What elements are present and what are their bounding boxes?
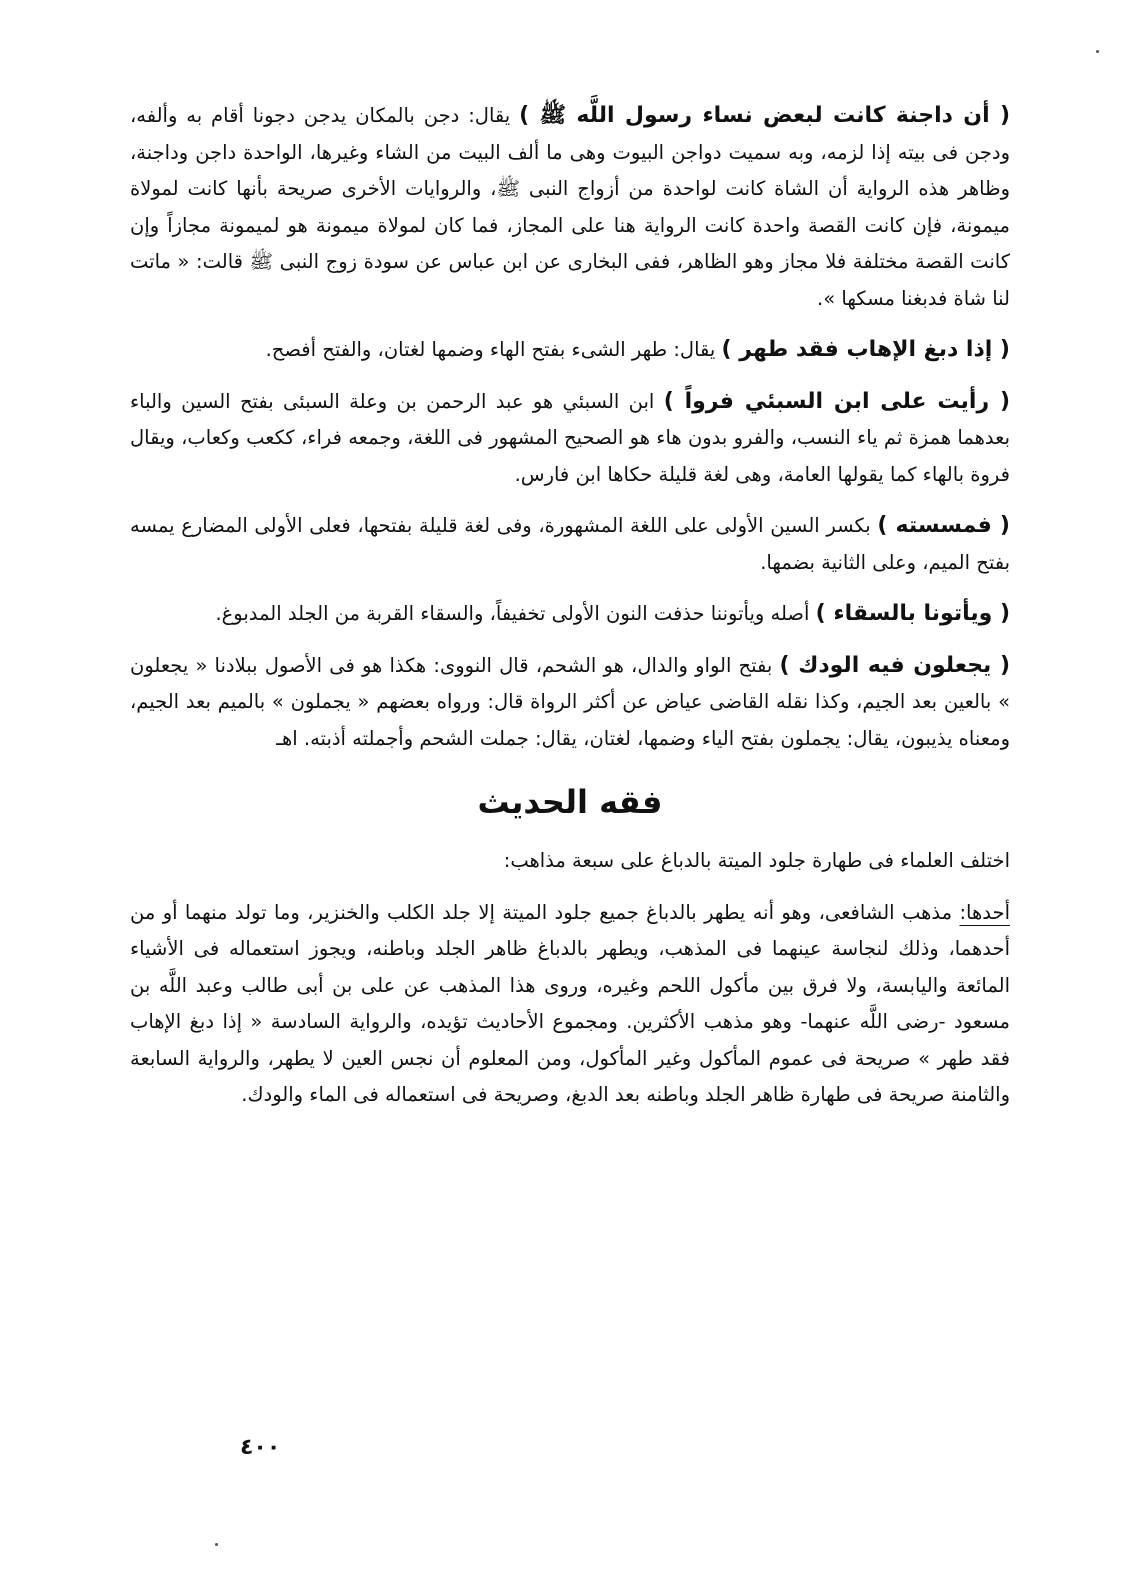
section-intro: اختلف العلماء فى طهارة جلود الميتة بالدباغ على سبعة مذاهب: <box>503 849 1010 872</box>
gloss-term: ( فمسسته ) <box>877 513 1010 538</box>
gloss-term: ( ويأتونا بالسقاء ) <box>815 601 1010 626</box>
page-body <box>130 98 1010 1129</box>
gloss-text: أصله ويأتوننا حذفت النون الأولى تخفيفاً، والسقاء القربة من الجلد المدبوغ. <box>215 602 810 625</box>
gloss-term: ( يجعلون فيه الودك ) <box>779 652 1011 678</box>
scan-speck <box>215 1543 218 1546</box>
page-number: ٤٠٠ <box>240 1435 281 1460</box>
gloss-text: يقال: طهر الشىء بفتح الهاء وضمها لغتان، والفتح أفصح. <box>265 338 716 361</box>
gloss-text: يقال: دجن بالمكان يدجن دجونا أقام به وألفه، ودجن فى بيته إذا لزمه، وبه سميت دواجن البيوت وهى ما ألف البيت من الشاء وغيرها، الواحدة داجن وداجنة، وظاهر هذه الرواية أن الشاة كانت لواحدة من أزواج النبى ﷺ، والروايات الأخرى صريحة بأنها كانت لمولاة ميمونة، فإن كانت القصة واحدة كانت الرواية هنا على المجاز، فما كان لمولاة ميمونة هو لميمونة مجازاً وإن كانت القصة مختلفة فلا مجاز وهو الظاهر، ففى البخارى عن ابن عباس عن سودة زوج النبى ﷺ قالت: « ماتت لنا شاة فدبغنا مسكها ». <box>130 104 1010 310</box>
gloss-term: ( رأيت على ابن السبئي فرواً ) <box>663 388 1011 414</box>
scan-speck <box>1096 50 1099 53</box>
gloss-text: بفتح الواو والدال، هو الشحم، قال النووى: هكذا هو فى الأصول ببلادنا « يجعلون » بالعين بعد الجيم، وكذا نقله القاضى عياض عن أكثر الرواة قال: ورواه بعضهم « يجملون » بالميم بعد الجيم، ومعناه يذيبون، يقال: يجملون بفتح الياء وضمها، لغتان، يقال: جملت الشحم وأجملته أذبته. اهـ <box>130 653 1010 750</box>
gloss-paragraph-4 <box>130 508 1010 581</box>
gloss-text: ابن السبئي هو عبد الرحمن بن وعلة السبئى بفتح السين والباء بعدهما همزة ثم ياء النسب، والفرو بدون هاء هو الصحيح المشهور فى اللغة، وجمعه فراء، ككعب وكعاب، ويقال فروة بالهاء كما يقولها العامة، وهى لغة قليلة حكاها ابن فارس. <box>130 389 1010 486</box>
gloss-paragraph-2 <box>130 332 1010 369</box>
gloss-term: ( أن داجنة كانت لبعض نساء رسول اللَّه ﷺ ) <box>519 103 1011 128</box>
section-title: فقه الحديث <box>477 783 663 821</box>
opinion-heading: أحدها: <box>959 900 1010 924</box>
gloss-paragraph-5 <box>130 596 1010 633</box>
opinion-text: مذهب الشافعى، وهو أنه يطهر بالدباغ جميع جلود الميتة إلا جلد الكلب والخنزير، وما تولد منهما أو من أحدهما، وذلك لنجاسة عينهما فى المذهب، ويطهر بالدباغ ظاهر الجلد وباطنه، ويجوز استعماله فى الأشياء المائعة واليابسة، ولا فرق بين مأكول اللحم وغيره، وروى هذا المذهب عن على بن أبى طالب وعبد اللَّه بن مسعود -رضى اللَّه عنهما- وهو مذهب الأكثرين. ومجموع الأحاديث تؤيده، والرواية السادسة « إذا دبغ الإهاب فقد طهر » صريحة فى عموم المأكول وغير المأكول، ومن المعلوم أن نجس العين لا يطهر، والرواية السابعة والثامنة صريحة فى طهارة ظاهر الجلد وباطنه بعد الدبغ، وصريحة فى استعماله فى الماء والودك. <box>130 900 1010 1106</box>
gloss-paragraph-3 <box>130 384 1010 494</box>
first-opinion-paragraph <box>130 895 1010 1114</box>
gloss-text: بكسر السين الأولى على اللغة المشهورة، وفى لغة قليلة بفتحها، فعلى الأولى المضارع يمسه بفتح الميم، وعلى الثانية بضمها. <box>130 514 1010 574</box>
gloss-term: ( إذا دبغ الإهاب فقد طهر ) <box>721 337 1010 362</box>
gloss-paragraph-6 <box>130 648 1010 758</box>
gloss-paragraph-1 <box>130 98 1010 317</box>
